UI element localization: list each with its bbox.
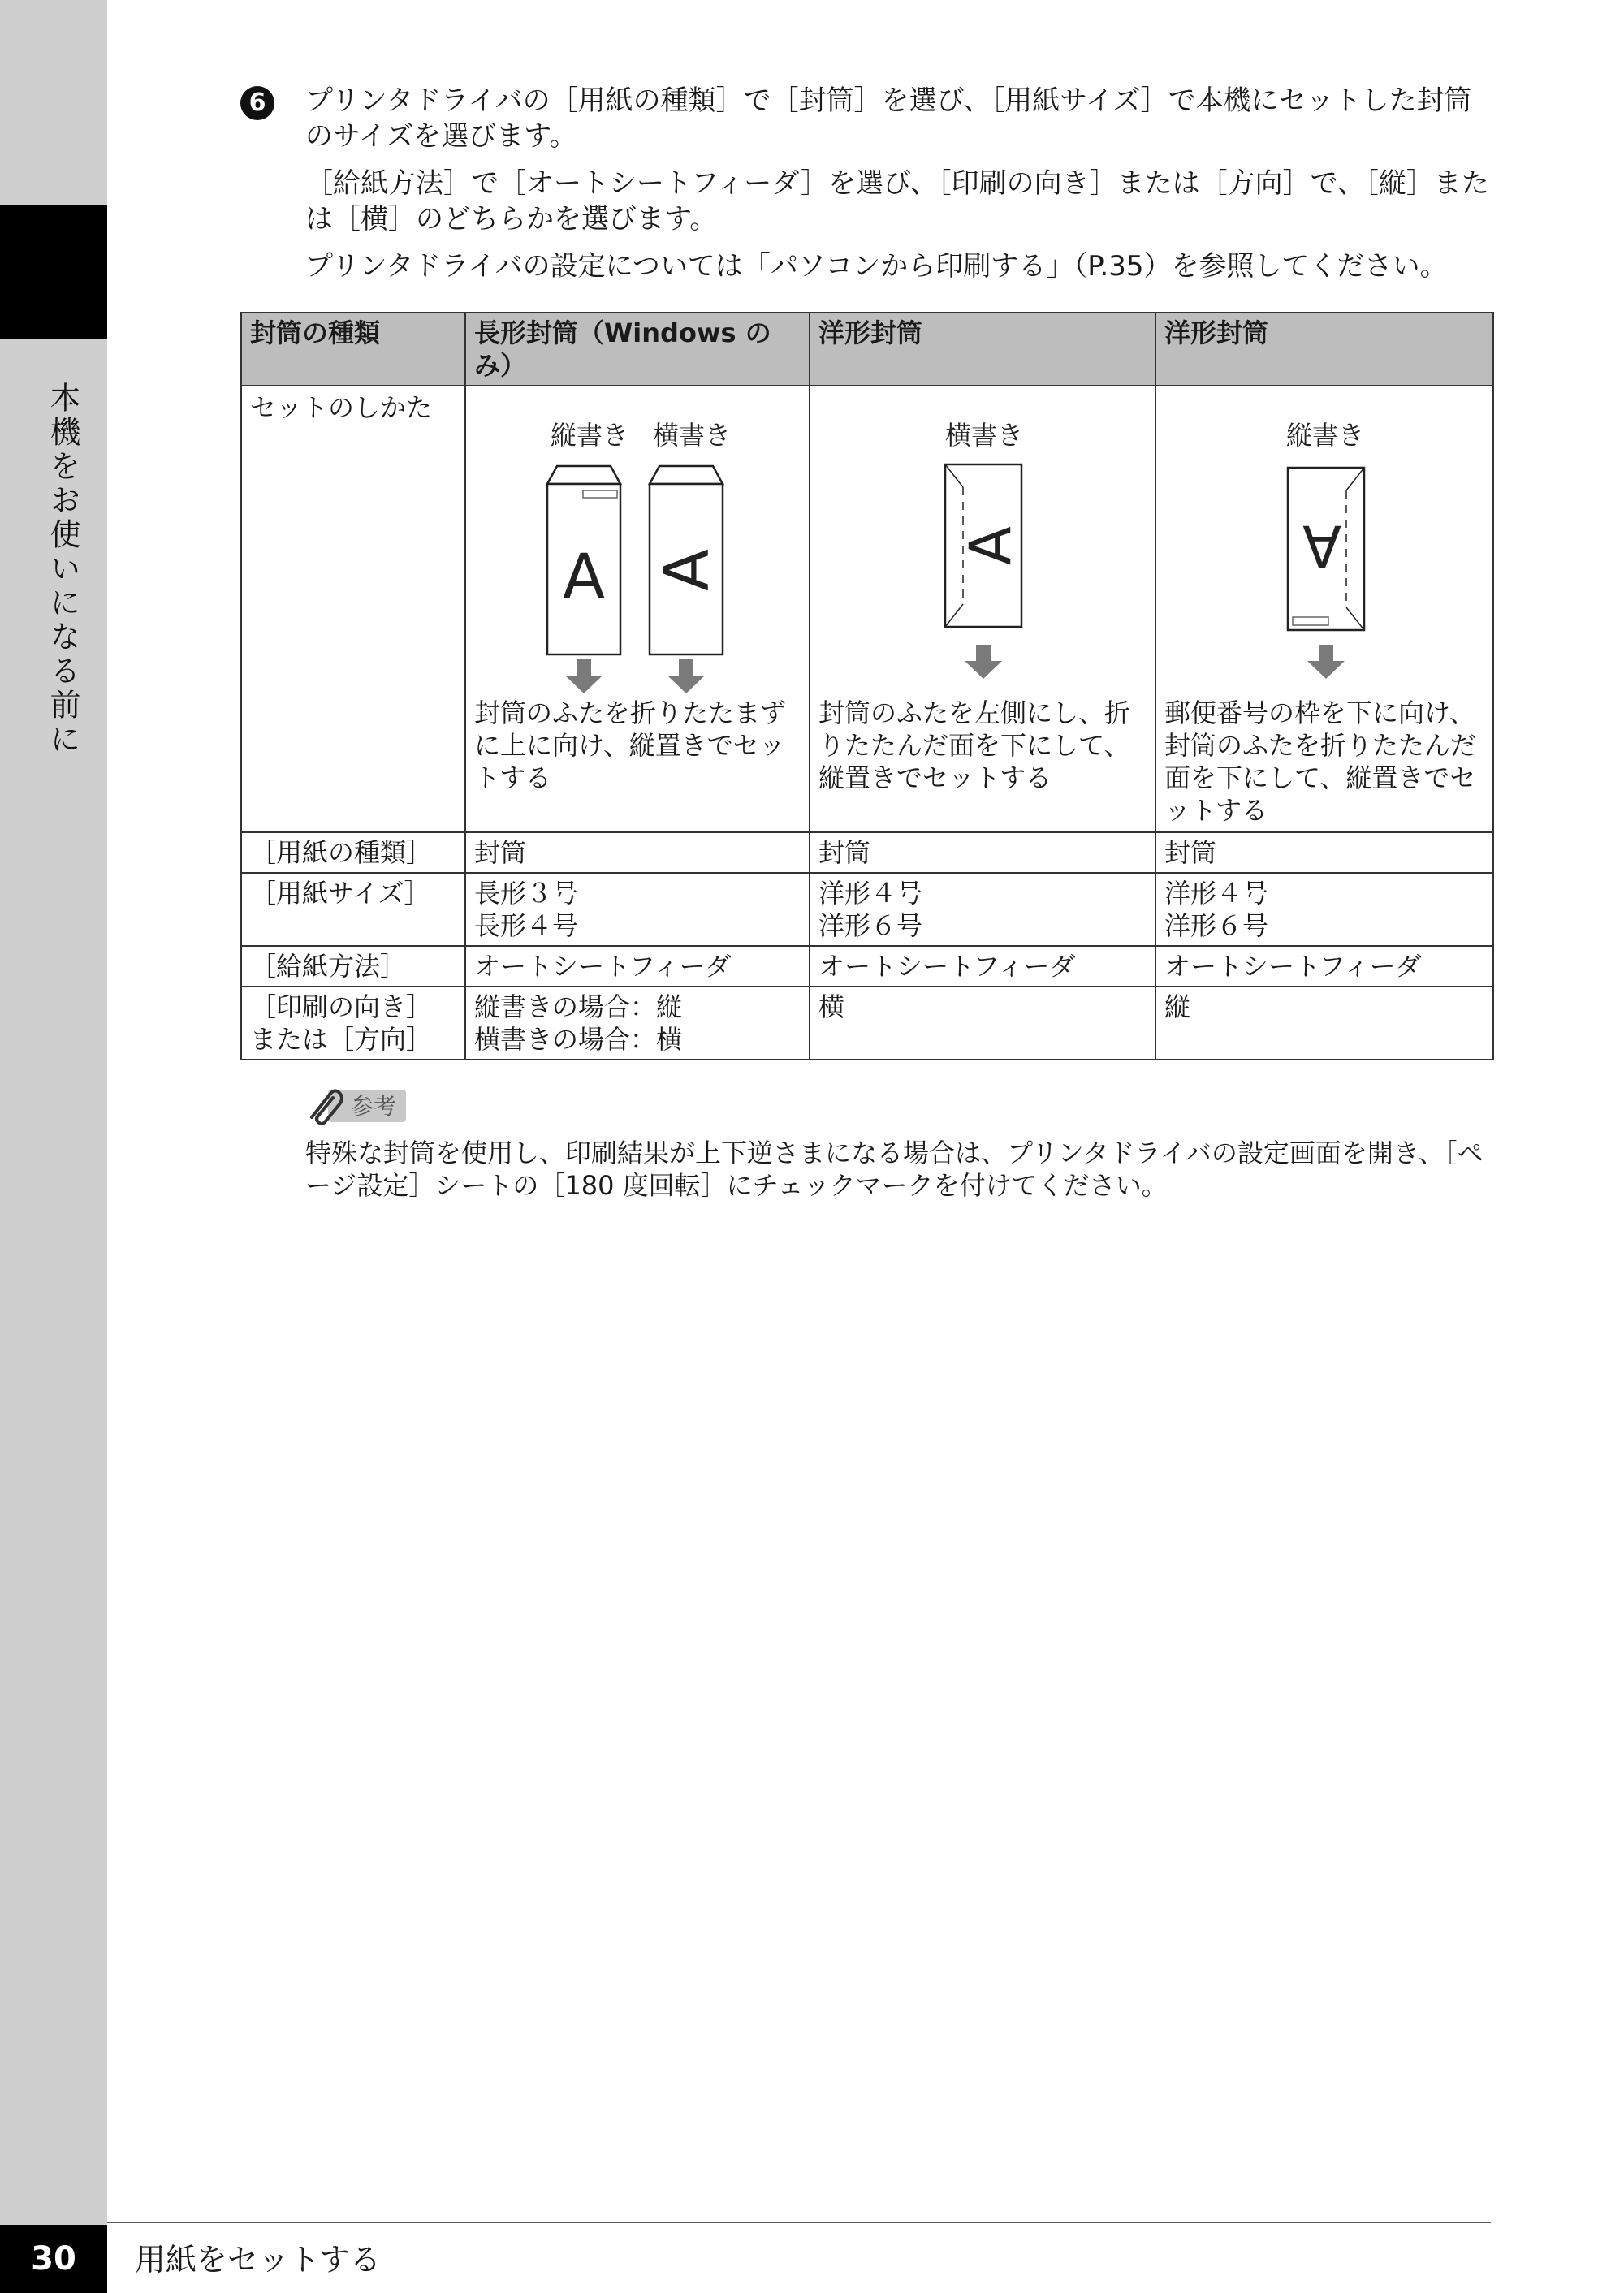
- table-row: [241, 987, 1493, 1060]
- insert-arrows: [565, 659, 705, 693]
- setup-cell-western-horizontal: [810, 386, 1155, 832]
- setup-cell-long: [465, 386, 810, 832]
- cell: 長形３号 長形４号: [465, 873, 810, 946]
- step-line-2: ［給紙方法］で［オートシートフィーダ］を選び、［印刷の向き］または［方向］で、［縦］または［横］のどちらかを選びます。: [305, 167, 1489, 235]
- note-label: 参考: [351, 1093, 397, 1120]
- header-long-envelope: 長形封筒（Windows のみ）: [465, 313, 810, 386]
- cell: 横: [810, 987, 1155, 1060]
- header-western-envelope-1: 洋形封筒: [810, 313, 1155, 386]
- western-envelope-vertical-figure: [1156, 386, 1492, 703]
- side-tab-marker: [0, 205, 107, 339]
- caption-vertical: 縦書き: [551, 420, 629, 451]
- letter-a-rotated-2: A: [957, 526, 1024, 565]
- note-text: 特殊な封筒を使用し、印刷結果が上下逆さまになる場合は、プリンタドライバの設定画面を開き、［ページ設定］シートの［180 度回転］にチェックマークを付けてください。: [305, 1138, 1484, 1201]
- row-label-paper-size: ［用紙サイズ］: [241, 873, 465, 946]
- table-row-setup: [241, 386, 1493, 832]
- table-row: [241, 946, 1493, 987]
- envelope-vertical-writing: [547, 466, 620, 654]
- caption-vertical-2: 縦書き: [1286, 420, 1365, 451]
- letter-a-upside-down: A: [1302, 512, 1341, 579]
- step-number-badge: 6: [240, 86, 274, 120]
- chapter-label: 本機をお使いになる前に: [45, 382, 80, 757]
- envelope-horizontal-writing: [650, 466, 723, 654]
- row-label-media-type: ［用紙の種類］: [241, 832, 465, 873]
- envelope-settings-table: [240, 312, 1494, 1060]
- cell: 封筒: [1155, 832, 1493, 873]
- setup-desc-long: 封筒のふたを折りたたまずに上に向け、縦置きでセットする: [474, 697, 787, 793]
- long-envelope-figure: [466, 386, 809, 703]
- caption-horizontal-2: 横書き: [945, 420, 1024, 451]
- cell: 洋形４号 洋形６号: [810, 873, 1155, 946]
- header-western-envelope-2: 洋形封筒: [1155, 313, 1493, 386]
- table-row: [241, 832, 1493, 873]
- cell: 封筒: [465, 832, 810, 873]
- setup-desc-western-horizontal: 封筒のふたを左側にし、折りたたんだ面を下にして、縦置きでセットする: [818, 697, 1131, 793]
- letter-a-upright: A: [563, 540, 605, 612]
- setup-label-cell: [241, 386, 465, 832]
- footer-rule: [107, 2222, 1491, 2223]
- setup-label: セットのしかた: [250, 392, 433, 423]
- step-line-1: プリンタドライバの［用紙の種類］で［封筒］を選び、［用紙サイズ］で本機にセットした封筒のサイズを選びます。: [305, 84, 1472, 153]
- cell: 縦書きの場合：縦 横書きの場合：横: [465, 987, 810, 1060]
- setup-desc-western-vertical: 郵便番号の枠を下に向け、封筒のふたを折りたたんだ面を下にして、縦置きでセットする: [1164, 697, 1477, 826]
- row-label-paper-source: ［給紙方法］: [241, 946, 465, 987]
- letter-a-rotated: A: [650, 549, 723, 591]
- cell: オートシートフィーダ: [810, 946, 1155, 987]
- cell: オートシートフィーダ: [1155, 946, 1493, 987]
- setup-cell-western-vertical: [1155, 386, 1493, 832]
- step-6: [240, 83, 1491, 284]
- western-envelope-horizontal-figure: [810, 386, 1155, 703]
- cell: 縦: [1155, 987, 1493, 1060]
- western-envelope-drawing-1: [810, 386, 1156, 703]
- cell: 封筒: [810, 832, 1155, 873]
- long-envelopes-drawing: [466, 386, 810, 703]
- side-bar: [0, 0, 107, 2293]
- page-number: 30: [0, 2225, 107, 2293]
- cell: 洋形４号 洋形６号: [1155, 873, 1493, 946]
- note-icon: [305, 1083, 411, 1129]
- table-header-row: [241, 313, 1493, 386]
- cell: オートシートフィーダ: [465, 946, 810, 987]
- caption-horizontal: 横書き: [653, 420, 732, 451]
- row-label-orientation: ［印刷の向き］ または［方向］: [241, 987, 465, 1060]
- table-row: [241, 873, 1493, 946]
- header-envelope-type: 封筒の種類: [241, 313, 465, 386]
- western-envelope-drawing-2: [1156, 386, 1494, 703]
- footer-title: 用紙をセットする: [135, 2242, 381, 2278]
- step-line-3: プリンタドライバの設定については「パソコンから印刷する」（P.35）を参照してください。: [305, 250, 1448, 283]
